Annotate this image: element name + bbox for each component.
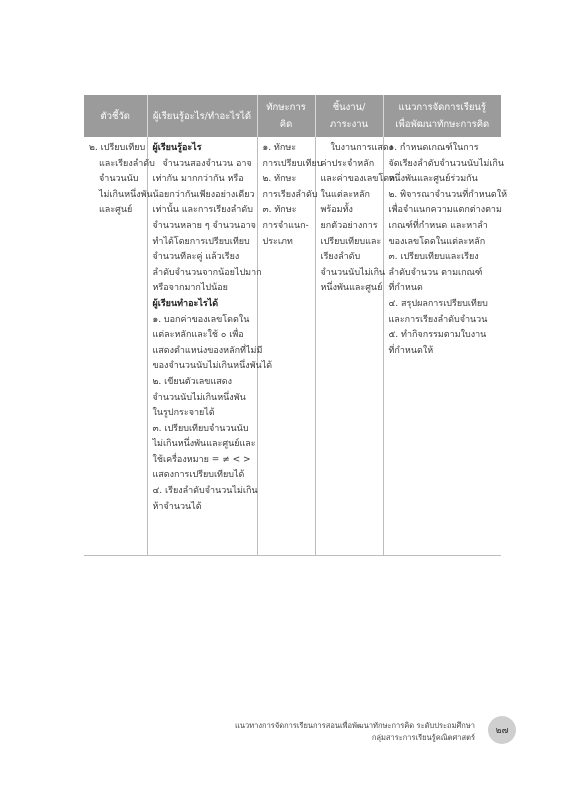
header-work bbox=[315, 95, 383, 137]
page-number: ๒๗ bbox=[488, 716, 516, 744]
text-line: เปรียบเทียบและ bbox=[320, 236, 382, 247]
text-line: การเรียงลำดับ bbox=[262, 189, 318, 200]
text-line: ๔. สรุปผลการเปรียบเทียบ bbox=[388, 298, 488, 309]
text-line: ห้าจำนวนได้ bbox=[152, 501, 202, 512]
text-line: ทำได้โดยการเปรียบเทียบ bbox=[152, 236, 250, 247]
header-indicator: ตัวชี้วัด bbox=[84, 95, 147, 137]
cell-indicator bbox=[84, 137, 155, 556]
text-line: ๓. เปรียบเทียบและเรียง bbox=[388, 252, 479, 263]
text-line: จำนวนสองจำนวน อาจ bbox=[162, 158, 252, 169]
text-line: ๕. ทำกิจกรรมตามใบงาน bbox=[388, 330, 487, 341]
text-line: และการเรียงลำดับจำนวน bbox=[388, 314, 488, 325]
text-line: ในแต่ละหลัก bbox=[320, 189, 370, 200]
text-line: ๑. ทักษะ bbox=[262, 143, 297, 153]
text-line: ๒. เปรียบเทียบ bbox=[89, 143, 146, 153]
text-line: จำนวนหลาย ๆ จำนวนอาจ bbox=[152, 220, 256, 231]
cell-method bbox=[383, 137, 508, 556]
text-line: แสดงตำแหน่งของหลักที่ไม่มี bbox=[152, 345, 263, 356]
table-row bbox=[84, 137, 501, 556]
text-line: น้อยกว่ากันเพียงอย่างเดียว bbox=[152, 189, 255, 200]
text-line: เท่านั้น และการเรียงลำดับ bbox=[152, 205, 253, 216]
text-line: หรือจากมากไปน้อย bbox=[152, 283, 228, 294]
text-line: หนึ่งพันและศูนย์ร่วมกัน bbox=[388, 174, 478, 185]
header-method-line: เพื่อพัฒนาทักษะการคิด bbox=[395, 119, 490, 130]
curriculum-table bbox=[84, 95, 508, 556]
text-line: ๔. เรียงลำดับจำนวนไม่เกิน bbox=[152, 486, 258, 497]
section-title: ผู้เรียนทำอะไรได้ bbox=[152, 298, 219, 309]
text-line: ที่กำหนดให้ bbox=[388, 345, 434, 356]
text-line: เพื่อจำแนกความแตกต่างตาม bbox=[388, 205, 502, 216]
text-line: และเรียงลำดับ bbox=[99, 158, 155, 169]
text-line: ๒. ทักษะ bbox=[262, 174, 297, 185]
text-line: ๒. พิจารณาจำนวนที่กำหนดให้ bbox=[388, 189, 508, 200]
footer-subtitle: กลุ่มสาระการเรียนรู้คณิตศาสตร์ bbox=[371, 733, 475, 742]
text-line: ๑. บอกค่าของเลขโดดใน bbox=[152, 314, 250, 325]
footer-title: แนวทางการจัดการเรียนการสอนเพื่อพัฒนาทักษะการคิด ระดับประถมศึกษา bbox=[235, 721, 475, 730]
text-line: ใบงานการแสดง bbox=[330, 143, 394, 153]
text-line: และค่าของเลขโดด bbox=[320, 174, 395, 185]
text-line: แสดงการเปรียบเทียบได้ bbox=[152, 470, 245, 481]
text-line: ๑. กำหนดเกณฑ์ในการ bbox=[388, 143, 479, 153]
text-line: จำนวนนับไม่เกินหนึ่งพัน bbox=[152, 392, 246, 403]
text-line: ยกตัวอย่างการ bbox=[320, 220, 378, 231]
text-line: จำนวนทีละคู่ แล้วเรียง bbox=[152, 252, 240, 263]
text-line: การจำแนก- bbox=[262, 220, 309, 231]
section-title: ผู้เรียนรู้อะไร bbox=[152, 143, 202, 153]
text-line: ที่กำหนด bbox=[388, 283, 423, 294]
text-line: ๓. ทักษะ bbox=[262, 205, 297, 216]
text-line: ไม่เกินหนึ่งพัน bbox=[99, 189, 153, 200]
text-line: หนึ่งพันและศูนย์ bbox=[320, 283, 383, 294]
text-line: เกณฑ์ที่กำหนด และหาลำ bbox=[388, 220, 488, 231]
text-line: ประเภท bbox=[262, 236, 293, 247]
cell-work bbox=[315, 137, 395, 556]
text-line: ของจำนวนนับไม่เกินหนึ่งพันได้ bbox=[152, 361, 273, 372]
header-work-line: ภาระงาน bbox=[329, 119, 369, 130]
text-line: ๓. เปรียบเทียบจำนวนนับ bbox=[152, 423, 249, 434]
text-line: ไม่เกินหนึ่งพันและศูนย์และ bbox=[152, 439, 256, 450]
text-line: เท่ากัน มากกว่ากัน หรือ bbox=[152, 174, 244, 185]
text-line: ลำดับจำนวนจากน้อยไปมาก bbox=[152, 267, 262, 278]
text-line: จำนวนนับ bbox=[99, 174, 139, 185]
text-line: ใช้เครื่องหมาย = ≠ < > bbox=[152, 454, 251, 465]
text-line: จัดเรียงลำดับจำนวนนับไม่เกิน bbox=[388, 158, 505, 169]
text-line: จำนวนนับไม่เกิน bbox=[320, 267, 386, 278]
text-line: พร้อมทั้ง bbox=[320, 205, 353, 216]
cell-knowledge bbox=[147, 137, 273, 556]
text-line: ลำดับจำนวน ตามเกณฑ์ bbox=[388, 267, 483, 278]
header-method bbox=[383, 95, 501, 137]
header-work-line: ชิ้นงาน/ bbox=[332, 102, 366, 113]
header-skill: ทักษะการคิด bbox=[257, 95, 315, 137]
text-line: และศูนย์ bbox=[99, 205, 133, 216]
text-line: การเปรียบเทียบ bbox=[262, 158, 323, 169]
text-line: ในรูปกระจายได้ bbox=[152, 408, 215, 419]
text-line: ๒. เขียนตัวเลขแสดง bbox=[152, 376, 232, 387]
text-line: ค่าประจำหลัก bbox=[320, 158, 375, 169]
table-header-row bbox=[84, 95, 501, 137]
text-line: เรียงลำดับ bbox=[320, 252, 361, 263]
text-line: ของเลขโดดในแต่ละหลัก bbox=[388, 236, 486, 247]
header-knowledge: ผู้เรียนรู้อะไร/ทำอะไรได้ bbox=[147, 95, 257, 137]
cell-skill bbox=[257, 137, 323, 556]
header-method-line: แนวการจัดการเรียนรู้ bbox=[398, 102, 487, 113]
text-line: แต่ละหลักและใช้ ๐ เพื่อ bbox=[152, 330, 244, 341]
